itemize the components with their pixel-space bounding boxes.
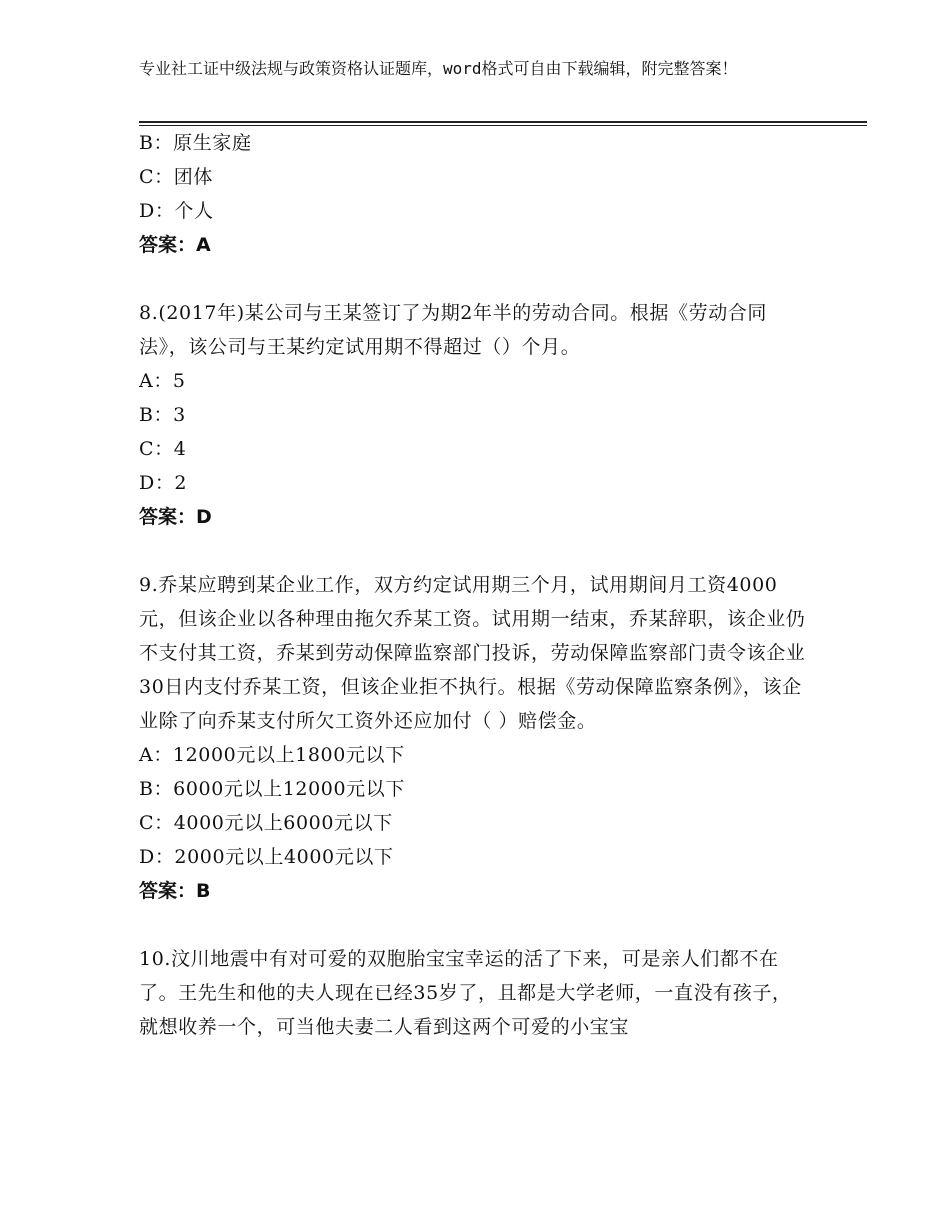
question-8-text: 8.(2017年)某公司与王某签订了为期2年半的劳动合同。根据《劳动合同法》，该公司与王某约定试用期不得超过（）个月。 (139, 302, 767, 358)
option-c: C：4 (139, 438, 187, 460)
question-10-text: 10.汶川地震中有对可爱的双胞胎宝宝幸运的活了下来，可是亲人们都不在了。王先生和他的夫人现在已经35岁了，且都是大学老师，一直没有孩子，就想收养一个，可当他夫妻二人看到这两个可爱的小宝宝 (139, 948, 792, 1038)
spacer (139, 908, 809, 942)
answer-label: 答案：B (139, 880, 211, 902)
option-d: D：个人 (139, 200, 214, 222)
question-10-block (139, 942, 809, 1044)
question-9-text: 9.乔某应聘到某企业工作，双方约定试用期三个月，试用期间月工资4000元，但该企业以各种理由拖欠乔某工资。试用期一结束，乔某辞职，该企业仍不支付其工资，乔某到劳动保障监察部门投诉，劳动保障监察部门责令该企业30日内支付乔某工资，但该企业拒不执行。根据《劳动保障监察条例》，该企业除了向乔某支付所欠工资外还应加付（ ）赔偿金。 (139, 574, 806, 732)
spacer (139, 262, 809, 296)
option-b: B：6000元以上12000元以下 (139, 778, 405, 800)
option-c: C：团体 (139, 166, 213, 188)
document-body (139, 126, 809, 1044)
option-b: B：3 (139, 404, 186, 426)
question-9-block (139, 568, 809, 908)
prev-question-block (139, 126, 809, 262)
option-a: A：5 (139, 370, 186, 392)
answer-label: 答案：D (139, 506, 212, 528)
answer-label: 答案：A (139, 234, 211, 256)
spacer (139, 534, 809, 568)
header-rule-thick (139, 121, 867, 123)
option-b: B：原生家庭 (139, 132, 252, 154)
option-d: D：2000元以上4000元以下 (139, 846, 394, 868)
option-a: A：12000元以上1800元以下 (139, 744, 405, 766)
option-c: C：4000元以上6000元以下 (139, 812, 393, 834)
option-d: D：2 (139, 472, 188, 494)
page-header: 专业社工证中级法规与政策资格认证题库，word格式可自由下载编辑，附完整答案！ (139, 59, 738, 78)
question-8-block (139, 296, 809, 534)
